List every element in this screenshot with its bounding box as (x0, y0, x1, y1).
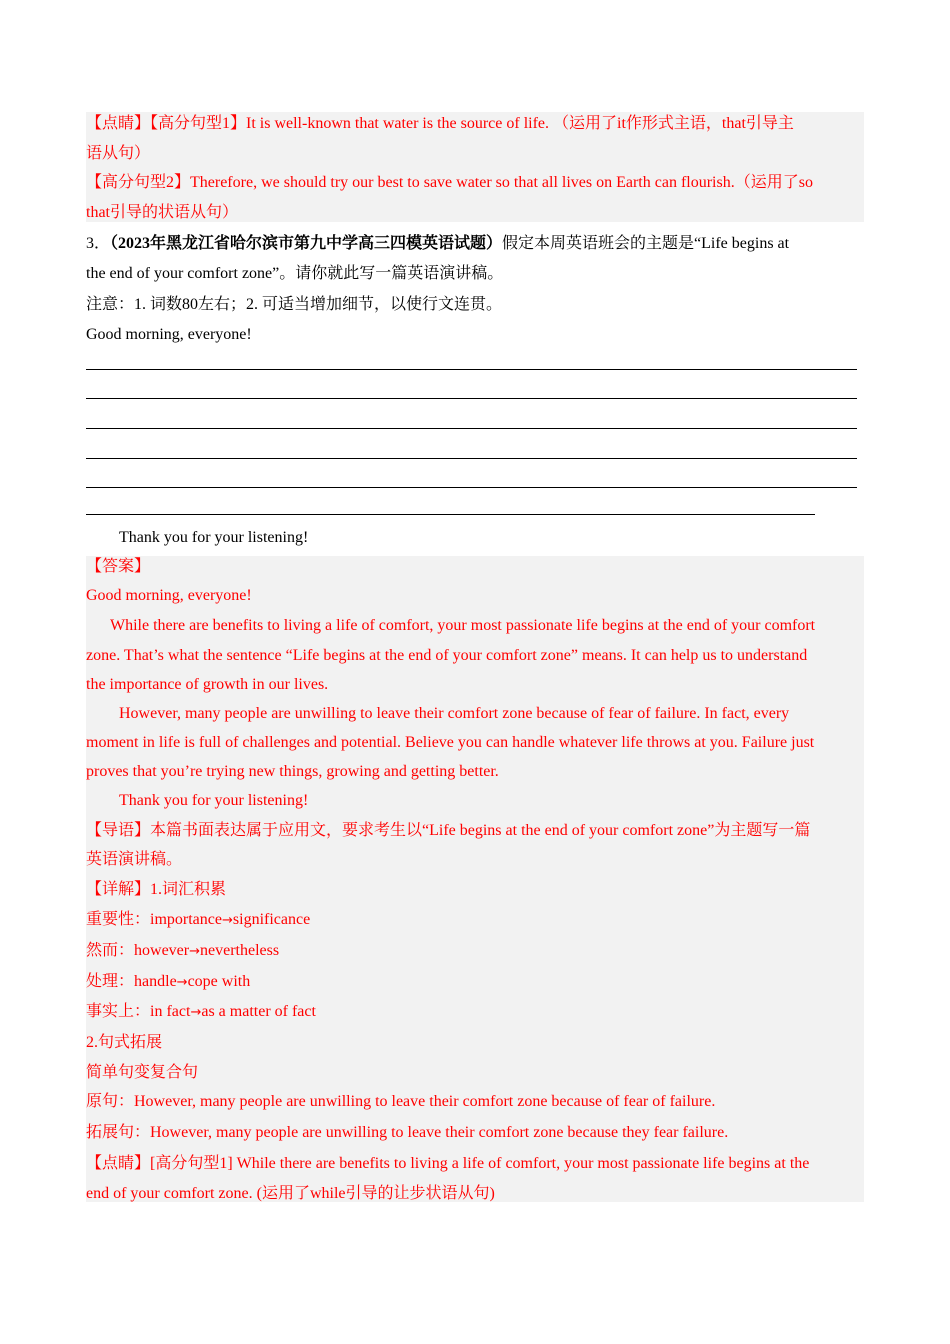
answer-label: 【答案】 (86, 558, 151, 575)
writing-line (86, 458, 857, 459)
key-sentence-2: 【高分句型2】Therefore, we should try our best to save water so that all lives on Earth can flourish.（运用了so (86, 174, 813, 191)
writing-line (86, 487, 857, 488)
question-closing: Thank you for your listening! (119, 529, 309, 546)
writing-line (86, 428, 857, 429)
key-point-line2: end of your comfort zone. (运用了while引导的让步状语从句) (86, 1185, 495, 1202)
key-sentence-1-cont: 语从句） (86, 145, 151, 162)
question-prompt-cont: the end of your comfort zone”。请你就此写一篇英语演讲稿。 (86, 265, 504, 282)
answer-p1-line1: While there are benefits to living a life of comfort, your most passionate life begins at the end of your comfort (110, 617, 816, 634)
key-sentence-1: 【点睛】【高分句型1】It is well-known that water is the source of life. （运用了it作形式主语，that引导主 (86, 115, 794, 132)
question-prompt: 假定本周英语班会的主题是“Life begins at (502, 235, 790, 252)
arrow-icon: → (189, 944, 201, 959)
key-sentence-2-cont: that引导的状语从句） (86, 204, 238, 221)
arrow-icon: → (221, 913, 233, 928)
question-line-1 (86, 234, 789, 254)
answer-p2-line3: proves that you’re trying new things, growing and getting better. (86, 763, 499, 780)
writing-line (86, 514, 815, 515)
key-point-line1: 【点睛】[高分句型1] While there are benefits to living a life of comfort, your most passionate life begins at the (86, 1155, 810, 1172)
question-number: 3． (86, 235, 111, 252)
guide-line1: 【导语】本篇书面表达属于应用文，要求考生以“Life begins at the end of your comfort zone”为主题写一篇 (86, 822, 811, 839)
answer-p2-line1: However, many people are unwilling to leave their comfort zone because of fear of failure. In fact, every (119, 705, 790, 722)
expanded-sentence: 拓展句：However, many people are unwilling to leave their comfort zone because they fear failure. (86, 1124, 729, 1141)
writing-line (86, 369, 857, 370)
answer-p2-line2: moment in life is full of challenges and potential. Believe you can handle whatever life throws at you. Failure just (86, 734, 815, 751)
answer-closing: Thank you for your listening! (119, 792, 309, 809)
vocab-item: 处理：handle→cope with (86, 973, 251, 990)
guide-line2: 英语演讲稿。 (86, 851, 183, 868)
question-source: （2023年黑龙江省哈尔滨市第九中学高三四模英语试题） (110, 235, 503, 252)
pattern-subtitle: 简单句变复合句 (86, 1064, 199, 1081)
detail-title: 【详解】1.词汇积累 (86, 881, 227, 898)
arrow-icon: → (176, 975, 188, 990)
answer-p1-line2: zone. That’s what the sentence “Life begins at the end of your comfort zone” means. It can help us to understand (86, 647, 808, 664)
answer-p1-line3: the importance of growth in our lives. (86, 676, 329, 693)
answer-greeting: Good morning, everyone! (86, 587, 252, 604)
pattern-title: 2.句式拓展 (86, 1034, 163, 1051)
vocab-item: 事实上：in fact→as a matter of fact (86, 1003, 316, 1020)
question-greeting: Good morning, everyone! (86, 326, 252, 343)
vocab-item: 然而：however→nevertheless (86, 942, 280, 959)
arrow-icon: → (190, 1005, 202, 1020)
writing-line (86, 398, 857, 399)
vocab-item: 重要性：importance→significance (86, 911, 311, 928)
original-sentence: 原句：However, many people are unwilling to leave their comfort zone because of fear of failure. (86, 1093, 716, 1110)
question-note: 注意：1. 词数80左右；2. 可适当增加细节，以使行文连贯。 (86, 296, 503, 313)
